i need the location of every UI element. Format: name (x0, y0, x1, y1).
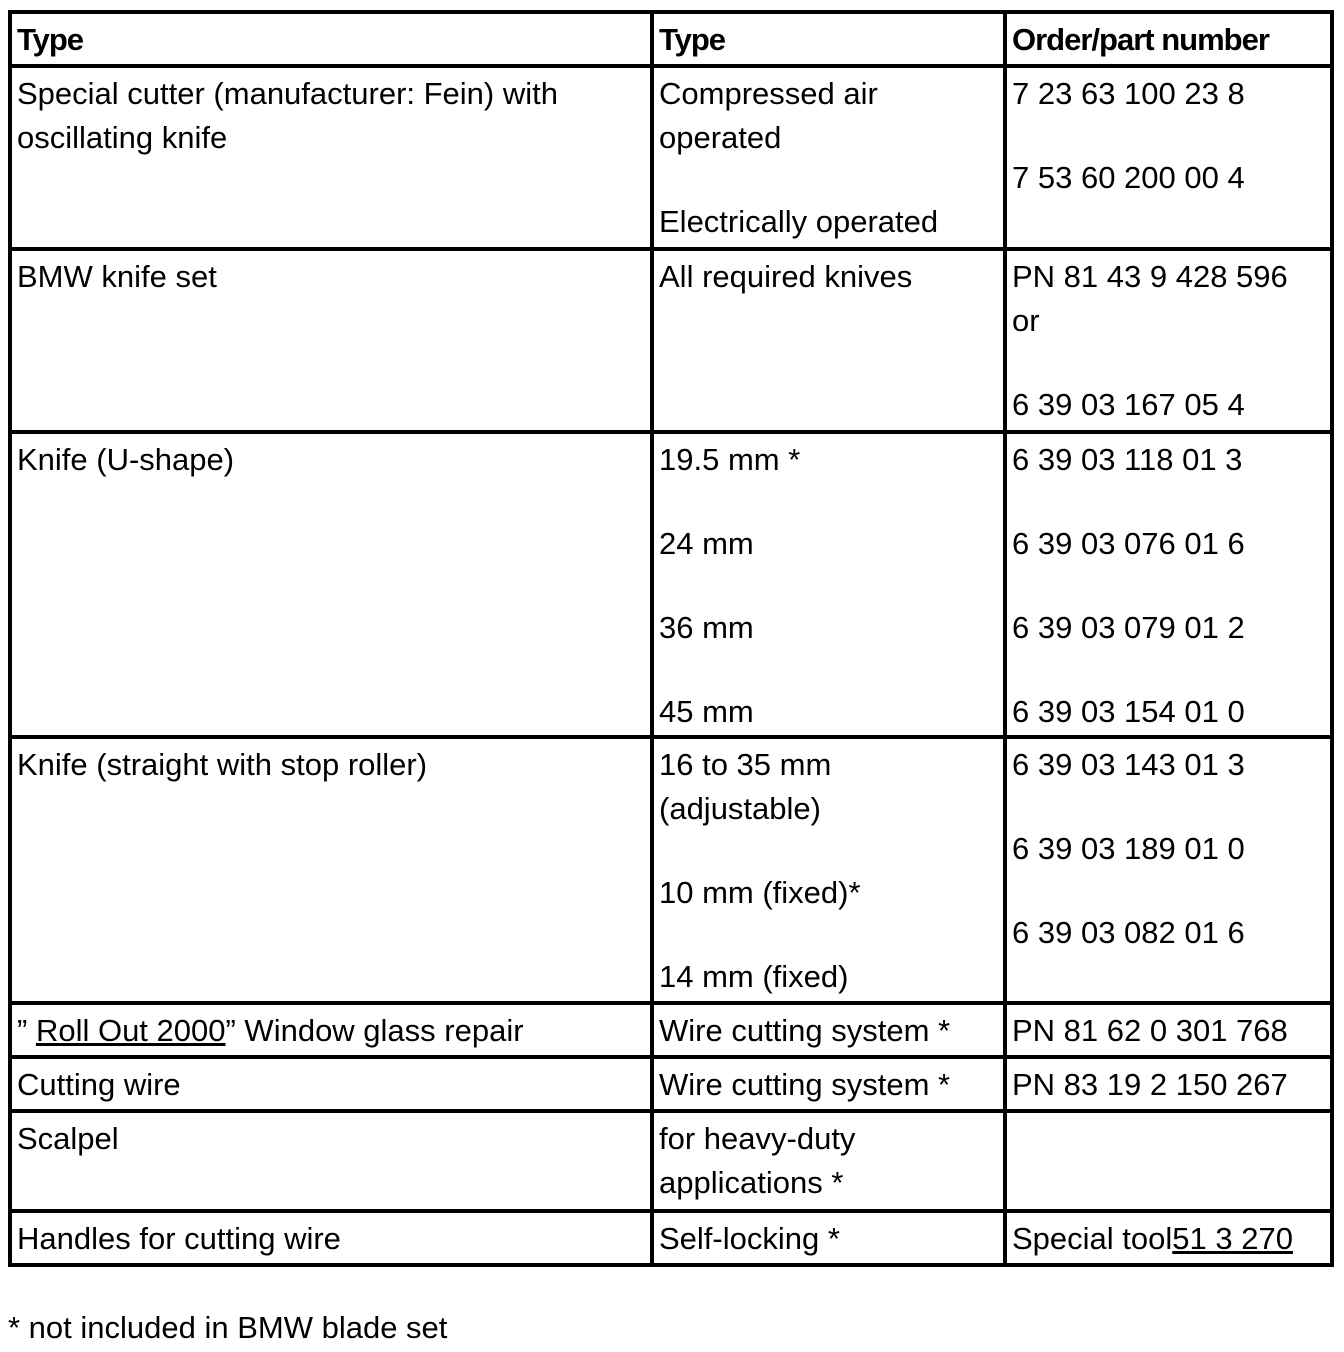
text-line: 7 53 60 200 00 4 (1012, 160, 1245, 195)
table-row (10, 66, 1332, 249)
tool-cell (10, 1111, 652, 1211)
text-line: PN 83 19 2 150 267 (1012, 1067, 1288, 1102)
text-line: applications * (659, 1165, 844, 1200)
type-cell (652, 432, 1005, 737)
special-tool-label: Special tool (1012, 1221, 1173, 1256)
text-line: Handles for cutting wire (17, 1221, 341, 1256)
tool-name-suffix: ” Window glass repair (225, 1013, 524, 1048)
order-number-cell (1005, 432, 1332, 737)
text-line: Wire cutting system * (659, 1013, 951, 1048)
quote-open: ” (17, 1013, 36, 1048)
type-cell (652, 1003, 1005, 1057)
text-line: Self-locking * (659, 1221, 840, 1256)
text-line: 6 39 03 079 01 2 (1012, 610, 1245, 645)
text-line: 6 39 03 118 01 3 (1012, 442, 1243, 477)
order-number-cell (1005, 66, 1332, 249)
text-line: 6 39 03 167 05 4 (1012, 387, 1245, 422)
footnote: * not included in BMW blade set (8, 1310, 448, 1345)
table-header-row (10, 12, 1332, 66)
text-line: 7 23 63 100 23 8 (1012, 76, 1245, 111)
text-line: PN 81 62 0 301 768 (1012, 1013, 1288, 1048)
tool-cell (10, 249, 652, 432)
text-line: 6 39 03 082 01 6 (1012, 915, 1245, 950)
text-line: Cutting wire (17, 1067, 181, 1102)
text-line: 16 to 35 mm (659, 747, 832, 782)
tool-cell (10, 1057, 652, 1111)
text-line: 36 mm (659, 610, 754, 645)
text-line (17, 1009, 646, 1053)
text-line: 45 mm (659, 694, 754, 729)
tool-cell (10, 1003, 652, 1057)
table-row (10, 1057, 1332, 1111)
table-row (10, 737, 1332, 1003)
order-number-cell (1005, 737, 1332, 1003)
tool-cell (10, 1211, 652, 1265)
text-line: 14 mm (fixed) (659, 959, 849, 994)
text-line: Knife (straight with stop roller) (17, 747, 428, 782)
text-line: Special cutter (manufacturer: Fein) with (17, 76, 558, 111)
text-line: (adjustable) (659, 791, 821, 826)
table-row (10, 1003, 1332, 1057)
text-line: or (1012, 303, 1040, 338)
text-line: 6 39 03 189 01 0 (1012, 831, 1245, 866)
header-tool-type: Type (10, 12, 652, 66)
text-line: Knife (U-shape) (17, 442, 235, 477)
table-row (10, 432, 1332, 737)
type-cell (652, 1057, 1005, 1111)
order-number-cell (1005, 1003, 1332, 1057)
text-line: 6 39 03 076 01 6 (1012, 526, 1245, 561)
text-line: 6 39 03 143 01 3 (1012, 747, 1245, 782)
table-row (10, 1111, 1332, 1211)
text-line: Wire cutting system * (659, 1067, 951, 1102)
header-operation-type: Type (652, 12, 1005, 66)
text-line: oscillating knife (17, 120, 228, 155)
text-line: All required knives (659, 259, 913, 294)
tool-cell (10, 432, 652, 737)
order-number-cell (1005, 1211, 1332, 1265)
order-number-cell (1005, 1111, 1332, 1211)
type-cell (652, 66, 1005, 249)
type-cell (652, 249, 1005, 432)
tool-cell (10, 737, 652, 1003)
text-line: 10 mm (fixed)* (659, 875, 861, 910)
text-line: Electrically operated (659, 204, 939, 239)
text-line: operated (659, 120, 782, 155)
text-line: Compressed air (659, 76, 878, 111)
text-line: 6 39 03 154 01 0 (1012, 694, 1245, 729)
type-cell (652, 737, 1005, 1003)
table-row (10, 249, 1332, 432)
text-line (1012, 1217, 1326, 1261)
header-order-part-number: Order/part number (1005, 12, 1332, 66)
type-cell (652, 1111, 1005, 1211)
text-line: 24 mm (659, 526, 754, 561)
tools-table (8, 10, 1334, 1267)
order-number-cell (1005, 249, 1332, 432)
tool-cell (10, 66, 652, 249)
text-line: Scalpel (17, 1121, 119, 1156)
special-tool-link[interactable]: 51 3 270 (1172, 1221, 1293, 1256)
table-row (10, 1211, 1332, 1265)
text-line: 19.5 mm * (659, 442, 801, 477)
text-line: for heavy-duty (659, 1121, 856, 1156)
type-cell (652, 1211, 1005, 1265)
text-line: BMW knife set (17, 259, 217, 294)
text-line: PN 81 43 9 428 596 (1012, 259, 1288, 294)
roll-out-2000-link[interactable]: Roll Out 2000 (35, 1013, 226, 1048)
order-number-cell (1005, 1057, 1332, 1111)
